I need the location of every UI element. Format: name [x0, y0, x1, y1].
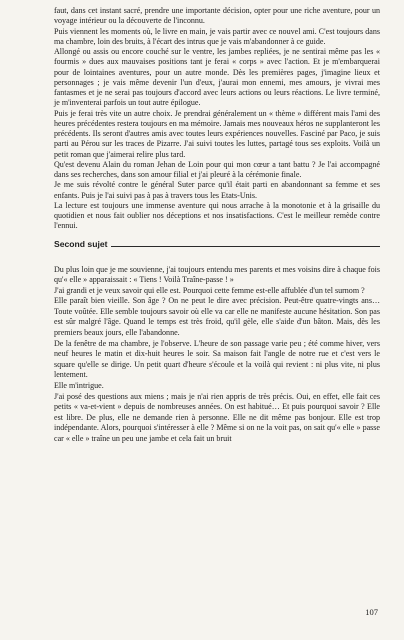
paragraph: La lecture est toujours une immense aventure qui nous arrache à la monotonie et à la grisaille du quotidien et nous fait oublier nos déceptions et nos insatisfactions. C'est le meilleur remède contre l'ennui. [54, 200, 380, 231]
paragraph: Puis viennent les moments où, le livre en main, je vais partir avec ce nouvel ami. C'est toujours dans ma chambre, loin des bruits, à l'écart des intrus que je vais m'abandonner à ce guide. [54, 26, 380, 46]
page-number: 107 [365, 607, 378, 617]
paragraph: Allongé ou assis ou encore couché sur le ventre, les jambes repliées, je ne sentirai même pas les « fourmis » dues aux mauvaises positions tant je ferai « corps » avec l'action. Et je m'embarquerai pour de lointaines aventures, pour un autre monde. Dès les premières pages, j'imagine lieux et personnages ; je vais même devenir l'un d'eux, j'aurai mon ennemi, mes amours, je vivrai mes fantasmes et je ne serai pas toujours d'accord avec leurs actions ou leurs réactions. Le livre terminé, je m'inventerai parfois un tout autre épilogue. [54, 47, 380, 108]
paragraph: J'ai posé des questions aux miens ; mais je n'ai rien appris de très précis. Oui, en effet, elle fait ces petits « va-et-vient » depuis de nombreuses années. On est habitué… Et puis pourquoi savoir ? Elle est libre. De plus, elle ne demande rien à personne. Elle ne dit même pas bonjour. Elle est trop indépendante. Alors, pourquoi s'intéresser à elle ? Même si on ne la voit pas, on sait qu'« elle » passe car « elle » traîne un peu une jambe et cela fait un bruit [54, 391, 380, 443]
section-heading [54, 237, 380, 249]
section-rule [111, 246, 380, 247]
paragraph: Je me suis révolté contre le général Suter parce qu'il était parti en abandonnant sa femme et ses enfants. Puis je l'ai suivi pas à pas à travers tous les Etats-Unis. [54, 180, 380, 200]
paragraph: Puis je ferai très vite un autre choix. Je prendrai généralement un « thème » différent mais l'ami des heures précédentes restera toujours en ma mémoire. Jamais mes nouveaux héros ne supplanteront les précédents. Ils seront d'autres amis avec toutes leurs expériences nouvelles. Fasciné par Paco, je suis parti au Pérou sur les traces de Pizarre. J'ai suivi toutes les luttes, partagé tous ses exploits. Voilà un petit roman que j'aimerai relire plus tard. [54, 108, 380, 159]
paragraph: Qu'est devenu Alain du roman Jehan de Loin pour qui mon cœur a tant battu ? Je l'ai accompagné dans ses recherches, dans son amour filial et j'ai pleuré à la cérémonie finale. [54, 159, 380, 179]
section-title: Second sujet [54, 238, 108, 249]
paragraph: faut, dans cet instant sacré, prendre une importante décision, opter pour une riche aventure, pour un voyage intérieur ou la découverte de l'inconnu. [54, 6, 380, 26]
second-essay-text [54, 265, 380, 445]
paragraph: Du plus loin que je me souvienne, j'ai toujours entendu mes parents et mes voisins dire à chaque fois qu'« elle » apparaissait : « Tiens ! Voilà Traîne-passe ! » [54, 264, 380, 285]
paragraph: Elle m'intrigue. [54, 381, 104, 391]
paragraph: De la fenêtre de ma chambre, je l'observe. L'heure de son passage varie peu ; été comme hiver, vers neuf heures le matin et dix-huit heures le soir. Sa maison fait l'angle de notre rue et c'est vers le square qu'elle se dirige. Un petit quart d'heure s'écoule et la voilà qui revient : ni plus vite, ni plus lentement. [54, 338, 380, 380]
paragraph: J'ai grandi et je veux savoir qui elle est. Pourquoi cette femme est-elle affublée d'un tel surnom ? [54, 285, 365, 295]
first-essay-text [54, 6, 380, 232]
paragraph: Elle paraît bien vieille. Son âge ? On ne peut le dire avec précision. Peut-être quatre-vingts ans… Toute voûtée. Elle semble toujours savoir où elle va car elle ne manifeste aucune hésitation. Son pas est sûr malgré l'âge. Quand le temps est très froid, qu'il gèle, elle s'aide d'un bâton. Mais, dès les premiers beaux jours, elle l'abandonne. [54, 296, 380, 338]
